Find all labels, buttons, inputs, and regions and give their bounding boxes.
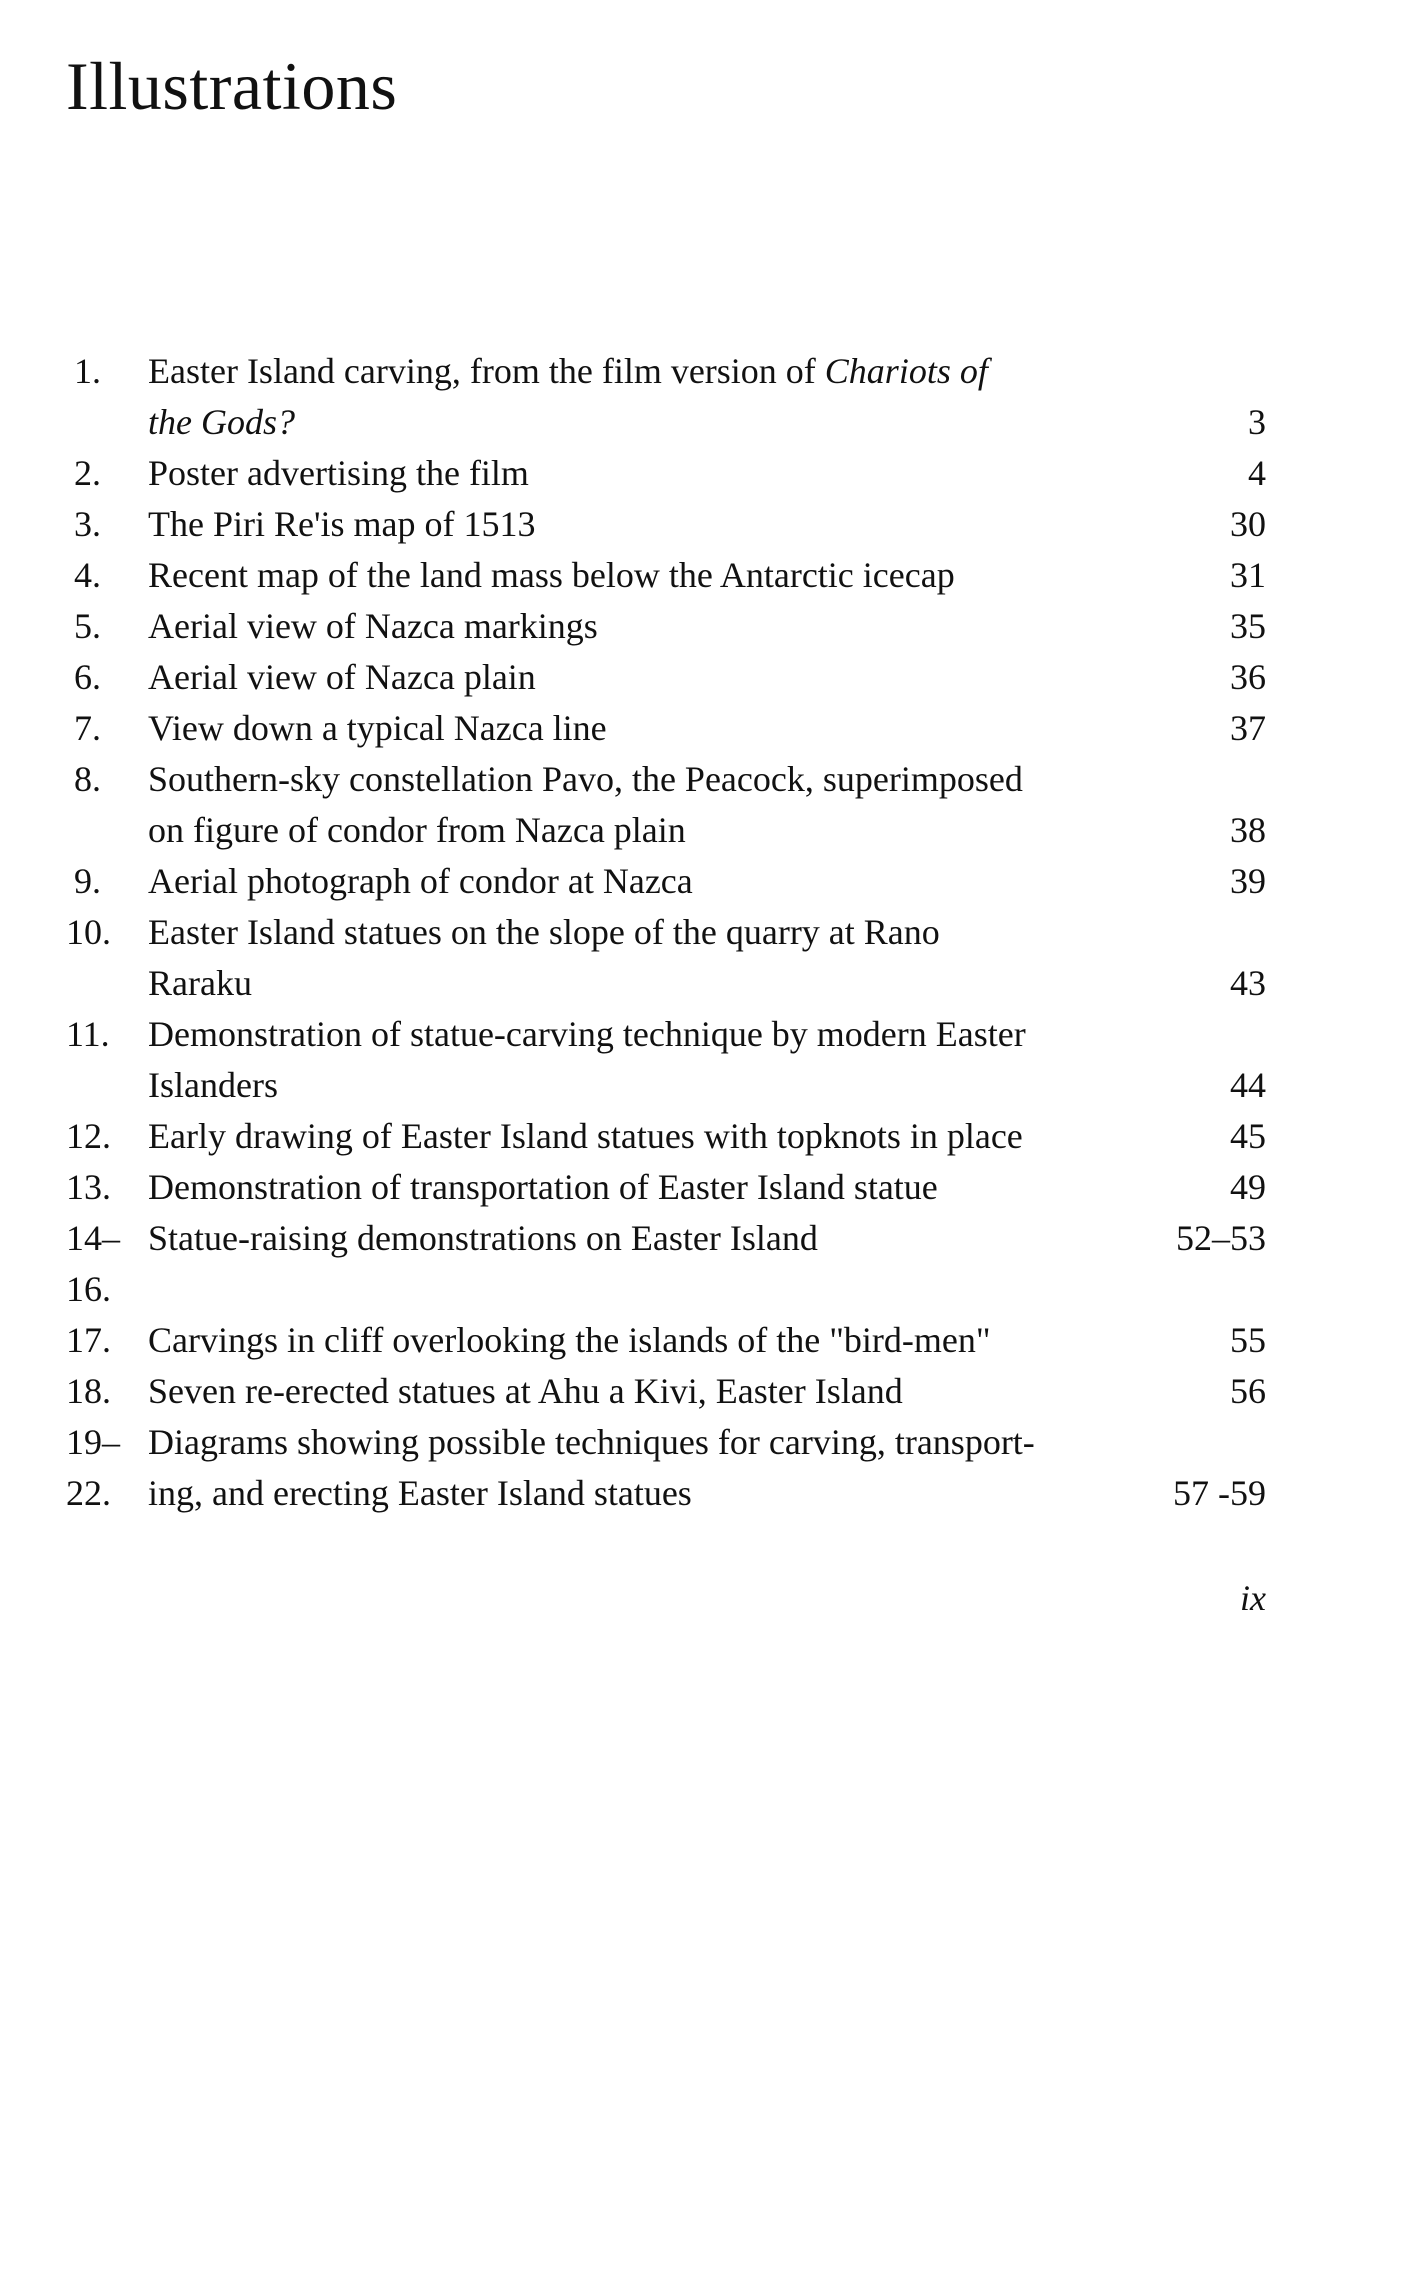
entry-caption: Easter Island carving, from the film version of Chariots of: [148, 351, 988, 391]
entry-caption: Aerial photograph of condor at Nazca: [148, 861, 693, 901]
entry-page: 4: [1248, 453, 1266, 493]
entry-caption: Early drawing of Easter Island statues with topknots in place: [148, 1116, 1023, 1156]
entry-number: 12.: [66, 1116, 111, 1156]
entry-number: 6.: [74, 657, 101, 697]
entry-number: 10.: [66, 912, 111, 952]
entry-number: 8.: [74, 759, 101, 799]
entry-number: 19–: [66, 1422, 120, 1462]
entry-page: 43: [1230, 963, 1266, 1003]
entry-page: 38: [1230, 810, 1266, 850]
entry-caption-continued: the Gods?: [148, 402, 295, 442]
entry-page: 56: [1230, 1371, 1266, 1411]
entry-caption: The Piri Re'is map of 1513: [148, 504, 536, 544]
entry-caption-continued: on figure of condor from Nazca plain: [148, 810, 686, 850]
entry-page: 37: [1230, 708, 1266, 748]
entry-caption-continued: Islanders: [148, 1065, 278, 1105]
entry-page: 3: [1248, 402, 1266, 442]
entry-caption: Poster advertising the film: [148, 453, 529, 493]
entry-page: 44: [1230, 1065, 1266, 1105]
entry-page: 57 -59: [1173, 1473, 1266, 1513]
entry-caption: Aerial view of Nazca plain: [148, 657, 536, 697]
film-title: Chariots of: [824, 351, 988, 391]
entry-number-continued: 22.: [66, 1473, 111, 1513]
entry-number: 3.: [74, 504, 101, 544]
entry-caption-continued: ing, and erecting Easter Island statues: [148, 1473, 692, 1513]
entry-page: 45: [1230, 1116, 1266, 1156]
entry-caption: Carvings in cliff overlooking the islands of the "bird-men": [148, 1320, 991, 1360]
entry-page: 52–53: [1176, 1218, 1266, 1258]
entry-caption: Aerial view of Nazca markings: [148, 606, 598, 646]
entry-number: 13.: [66, 1167, 111, 1207]
entry-page: 39: [1230, 861, 1266, 901]
entry-caption: Southern-sky constellation Pavo, the Peacock, superimposed: [148, 759, 1023, 799]
entry-number: 4.: [74, 555, 101, 595]
entry-page: 36: [1230, 657, 1266, 697]
entry-number: 7.: [74, 708, 101, 748]
entry-number: 14–: [66, 1218, 120, 1258]
entry-caption: Demonstration of transportation of Easter Island statue: [148, 1167, 938, 1207]
entry-number-continued: 16.: [66, 1269, 111, 1309]
entry-caption: Recent map of the land mass below the Antarctic icecap: [148, 555, 955, 595]
entry-number: 18.: [66, 1371, 111, 1411]
entry-caption: Statue-raising demonstrations on Easter Island: [148, 1218, 818, 1258]
entry-caption: View down a typical Nazca line: [148, 708, 607, 748]
entry-number: 2.: [74, 453, 101, 493]
entry-caption: Seven re-erected statues at Ahu a Kivi, Easter Island: [148, 1371, 903, 1411]
entry-caption: Easter Island statues on the slope of the quarry at Rano: [148, 912, 940, 952]
entry-caption-continued: Raraku: [148, 963, 252, 1003]
entry-page: 35: [1230, 606, 1266, 646]
entry-caption: Demonstration of statue-carving technique by modern Easter: [148, 1014, 1026, 1054]
entry-number: 9.: [74, 861, 101, 901]
entry-caption: Diagrams showing possible techniques for carving, transport-: [148, 1422, 1035, 1462]
entry-number: 1.: [74, 351, 101, 391]
entry-page: 31: [1230, 555, 1266, 595]
page-folio: ix: [1240, 1578, 1266, 1618]
entry-number: 11.: [66, 1014, 110, 1054]
entry-page: 30: [1230, 504, 1266, 544]
entry-page: 55: [1230, 1320, 1266, 1360]
entry-number: 17.: [66, 1320, 111, 1360]
entry-page: 49: [1230, 1167, 1266, 1207]
page-title: Illustrations: [66, 48, 398, 124]
entry-number: 5.: [74, 606, 101, 646]
